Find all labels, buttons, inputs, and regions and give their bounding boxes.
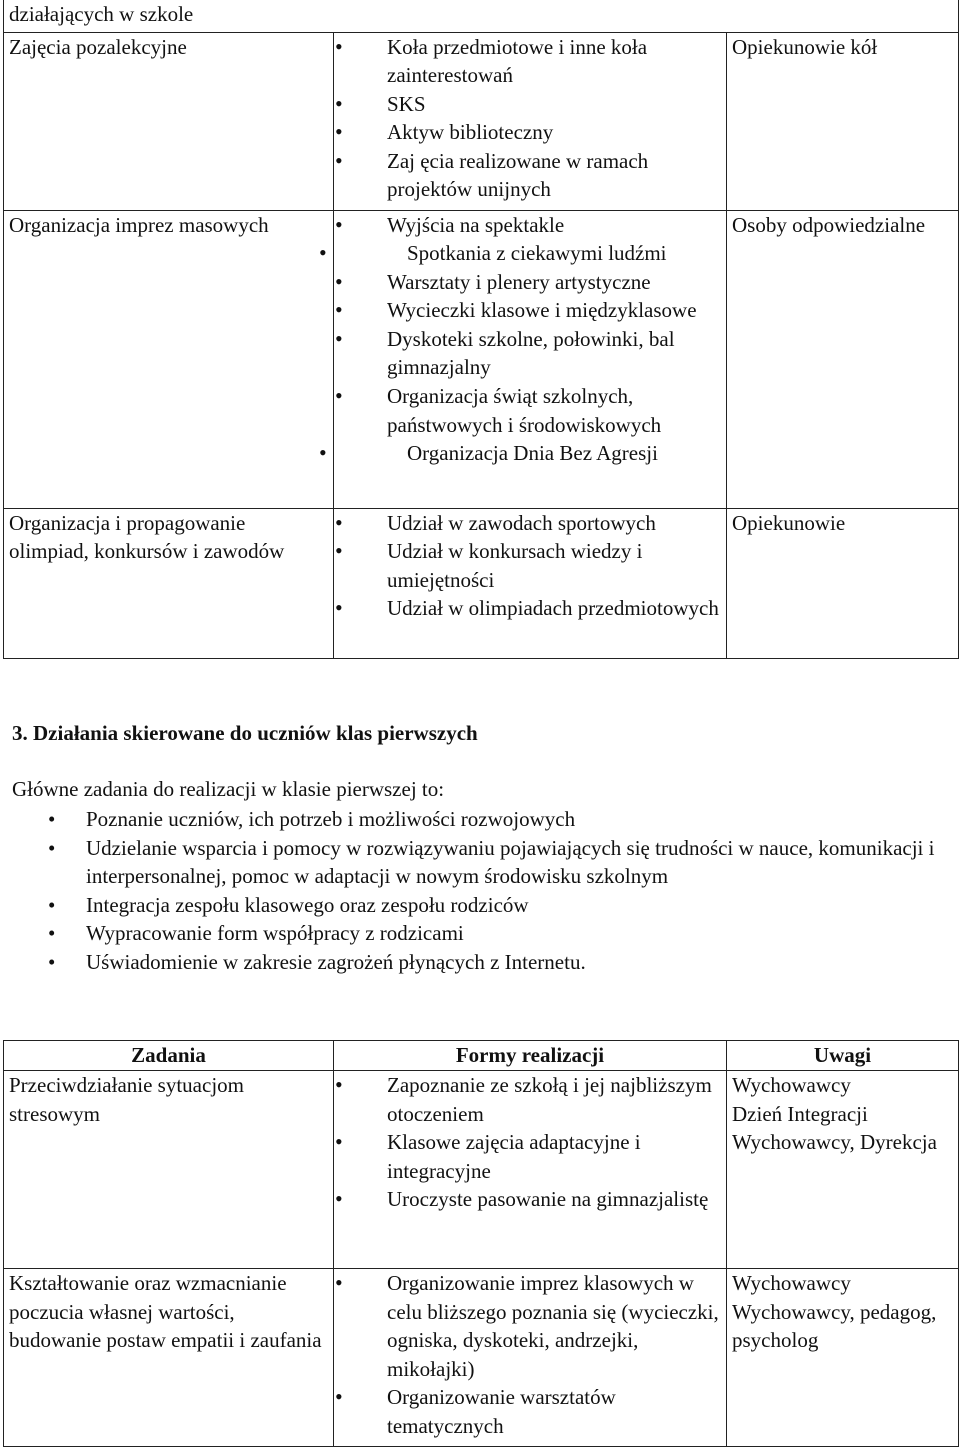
list-item: • Wypracowanie form współpracy z rodzicami <box>48 919 948 948</box>
column-header: Formy realizacji <box>334 1041 727 1071</box>
note-line: Wychowawcy, Dyrekcja <box>732 1130 937 1155</box>
list-item: • Poznanie uczniów, ich potrzeb i możliwości rozwojowych <box>48 805 948 834</box>
section-heading: 3. Działania skierowane do uczniów klas pierwszych <box>12 721 478 745</box>
note-line: Wychowawcy <box>732 1073 851 1097</box>
table-row <box>4 0 959 32</box>
notes-cell: Opiekunowie kół <box>727 32 959 210</box>
forms-cell <box>334 1269 727 1447</box>
list-item: • SKS <box>339 90 721 119</box>
note-line: Wychowawcy, pedagog, psycholog <box>732 1299 937 1353</box>
note-line: Dzień Integracji <box>732 1101 868 1126</box>
list-item: • Organizacja Dnia Bez Agresji <box>339 439 721 468</box>
list-item: • Klasowe zajęcia adaptacyjne i integracyjne <box>339 1128 721 1185</box>
table-cell: działających w szkole <box>4 0 959 32</box>
activities-table <box>3 0 959 659</box>
task-cell: Organizacja imprez masowych <box>4 210 334 508</box>
list-item: • Udział w olimpiadach przedmiotowych <box>339 594 721 623</box>
table-header-row <box>4 1041 959 1071</box>
column-header: Uwagi <box>727 1041 959 1071</box>
notes-cell <box>727 1071 959 1269</box>
list-item: • Zapoznanie ze szkołą i jej najbliższym otoczeniem <box>339 1071 721 1128</box>
forms-cell <box>334 1071 727 1269</box>
task-list <box>48 805 948 977</box>
task-cell: Kształtowanie oraz wzmacnianie poczucia własnej wartości, budowanie postaw empatii i zaufania <box>4 1269 334 1447</box>
list-item: • Uświadomienie w zakresie zagrożeń płynących z Internetu. <box>48 948 948 977</box>
forms-cell <box>334 210 727 508</box>
task-cell: Organizacja i propagowanie olimpiad, konkursów i zawodów <box>4 508 334 658</box>
task-cell: Zajęcia pozalekcyjne <box>4 32 334 210</box>
list-item: • Udział w konkursach wiedzy i umiejętności <box>339 537 721 594</box>
notes-cell: Opiekunowie <box>727 508 959 658</box>
first-grade-table <box>3 1040 959 1447</box>
table-row <box>4 508 959 658</box>
task-cell: Przeciwdziałanie sytuacjom stresowym <box>4 1071 334 1269</box>
table-row <box>4 210 959 508</box>
notes-cell <box>727 1269 959 1447</box>
list-item: • Integracja zespołu klasowego oraz zespołu rodziców <box>48 891 948 920</box>
list-item: • Spotkania z ciekawymi ludźmi <box>339 239 721 268</box>
note-line: Wychowawcy <box>732 1271 851 1295</box>
list-item: • Organizowanie imprez klasowych w celu bliższego poznania się (wycieczki, ogniska, dyskoteki, andrzejki, mikołajki) <box>339 1269 721 1383</box>
list-item: • Organizacja świąt szkolnych, państwowych i środowiskowych <box>339 382 721 439</box>
list-item: • Wyjścia na spektakle <box>339 211 721 240</box>
list-item: • Koła przedmiotowe i inne koła zainterestowań <box>339 33 721 90</box>
table-row <box>4 1269 959 1447</box>
list-item: • Aktyw biblioteczny <box>339 118 721 147</box>
column-header: Zadania <box>4 1041 334 1071</box>
list-item: • Wycieczki klasowe i międzyklasowe <box>339 296 721 325</box>
list-item: • Udział w zawodach sportowych <box>339 509 721 538</box>
table-row <box>4 1071 959 1269</box>
list-item: • Warsztaty i plenery artystyczne <box>339 268 721 297</box>
forms-cell <box>334 32 727 210</box>
forms-cell <box>334 508 727 658</box>
list-item: • Organizowanie warsztatów tematycznych <box>339 1383 721 1440</box>
section-intro: Główne zadania do realizacji w klasie pierwszej to: <box>12 777 445 801</box>
list-item: • Zaj ęcia realizowane w ramach projektów unijnych <box>339 147 721 204</box>
table-row <box>4 32 959 210</box>
list-item: • Dyskoteki szkolne, połowinki, bal gimnazjalny <box>339 325 721 382</box>
notes-cell: Osoby odpowiedzialne <box>727 210 959 508</box>
list-item: • Udzielanie wsparcia i pomocy w rozwiązywaniu pojawiających się trudności w nauce, komunikacji i interpersonalnej, pomoc w adaptacji w nowym środowisku szkolnym <box>48 834 948 891</box>
list-item: • Uroczyste pasowanie na gimnazjalistę <box>339 1185 721 1214</box>
